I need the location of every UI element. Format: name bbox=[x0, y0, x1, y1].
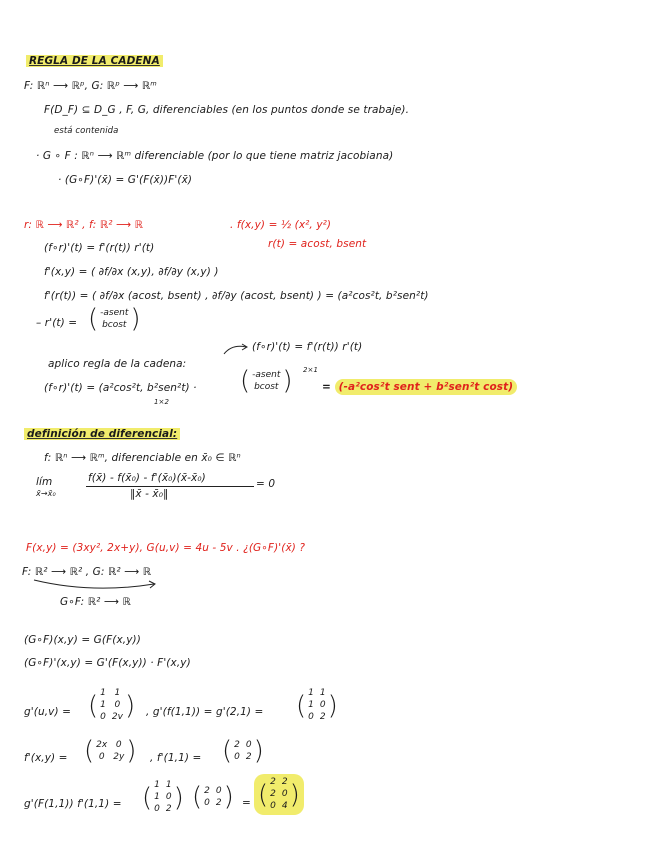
line-product-result: = (-a²cos²t sent + b²sen²t cost) bbox=[322, 381, 517, 393]
limit-numerator: f(x̄) - f(x̄₀) - f'(x̄₀)(x̄-x̄₀) bbox=[88, 472, 206, 484]
limit-equals-zero: = 0 bbox=[256, 478, 276, 490]
line-f-definition: . f(x,y) = ½ (x², y²) bbox=[230, 219, 332, 231]
limit-subscript: x̄→x̄₀ bbox=[36, 489, 56, 498]
limit-symbol: lím bbox=[36, 476, 53, 488]
line-f-at-r: f'(r(t)) = ( ∂f/∂x (acost, bsent) , ∂f/∂y (acost, bsent) ) = (a²cos²t, b²sen²t) bbox=[44, 290, 429, 302]
matrix-r-prime-column: ( -asent bcost ) bbox=[240, 366, 293, 396]
dim-1x2: 1×2 bbox=[154, 398, 170, 406]
line-example-statement: F(x,y) = (3xy², 2x+y), G(u,v) = 4u - 5v . ¿(G∘F)'(x̄) ? bbox=[26, 542, 306, 554]
line-chain-formula: · (G∘F)'(x̄) = G'(F(x̄))F'(x̄) bbox=[58, 174, 193, 186]
fraction-line bbox=[86, 486, 254, 487]
dim-2x1: 2×1 bbox=[303, 366, 319, 374]
line-r-prime-label: – r'(t) = bbox=[36, 317, 78, 329]
section-title-cadena: REGLA DE LA CADENA bbox=[26, 55, 163, 67]
matrix-final-f: ( 2 0 0 2 ) bbox=[192, 782, 234, 812]
line-product-expression: (f∘r)'(t) = (a²cos²t, b²sen²t) · bbox=[44, 382, 197, 394]
matrix-final-g: ( 1 1 1 0 0 2 ) bbox=[142, 780, 184, 814]
line-contained-note: está contenida bbox=[54, 126, 119, 136]
line-r-f-maps: r: ℝ ⟶ ℝ² , f: ℝ² ⟶ ℝ bbox=[24, 219, 144, 231]
line-domain-condition: F(D_F) ⊆ D_G , F, G, diferenciables (en los puntos donde se trabaje). bbox=[44, 104, 410, 116]
line-f-prime-label: f'(x,y) = bbox=[24, 752, 68, 764]
matrix-f-prime-at-point: ( 2 0 0 2 ) bbox=[222, 736, 264, 766]
matrix-g-prime-at-point: ( 1 1 1 0 0 2 ) bbox=[296, 688, 338, 722]
line-diff-definition: f: ℝⁿ ⟶ ℝᵐ, diferenciable en x̄₀ ∈ ℝⁿ bbox=[44, 452, 241, 464]
line-composite-diff: · G ∘ F : ℝⁿ ⟶ ℝᵐ diferenciable (por lo que tiene matriz jacobiana) bbox=[36, 150, 394, 162]
line-composite-derivative: (G∘F)'(x,y) = G'(F(x,y)) · F'(x,y) bbox=[24, 657, 191, 669]
line-F-G-maps: F: ℝ² ⟶ ℝ² , G: ℝ² ⟶ ℝ bbox=[22, 566, 152, 578]
line-f-gradient: f'(x,y) = ( ∂f/∂x (x,y), ∂f/∂y (x,y) ) bbox=[44, 266, 219, 278]
line-g-prime-label: g'(u,v) = bbox=[24, 706, 71, 718]
line-f-prime-at-point: , f'(1,1) = bbox=[150, 752, 202, 764]
line-apply-chain: aplico regla de la cadena: bbox=[48, 358, 187, 370]
matrix-f-prime: ( 2x 0 0 2y ) bbox=[84, 736, 137, 766]
line-r-definition: r(t) = acost, bsent bbox=[268, 238, 367, 250]
line-for-derivative: (f∘r)'(t) = f'(r(t)) r'(t) bbox=[44, 242, 155, 254]
matrix-r-prime: ( -asent bcost ) bbox=[88, 304, 141, 334]
line-f-g-maps: F: ℝⁿ ⟶ ℝᵖ, G: ℝᵖ ⟶ ℝᵐ bbox=[24, 80, 157, 92]
matrix-g-prime: ( 1 1 1 0 0 2v ) bbox=[88, 688, 136, 722]
limit-denominator: ‖x̄ - x̄₀‖ bbox=[130, 488, 169, 500]
curved-arrow-icon bbox=[222, 344, 252, 356]
section-title-definition: definición de diferencial: bbox=[24, 428, 180, 440]
composition-arrow-icon bbox=[32, 578, 162, 594]
line-composite-map: G∘F: ℝ² ⟶ ℝ bbox=[60, 596, 131, 608]
line-chain-result-formula: (f∘r)'(t) = f'(r(t)) r'(t) bbox=[252, 341, 363, 353]
line-final-product-label: g'(F(1,1)) f'(1,1) = bbox=[24, 798, 122, 810]
line-composite-eval: (G∘F)(x,y) = G(F(x,y)) bbox=[24, 634, 141, 646]
equals-sign: = bbox=[242, 797, 251, 809]
line-g-prime-at-point: , g'(f(1,1)) = g'(2,1) = bbox=[146, 706, 264, 718]
matrix-final-result: ( 2 2 2 0 0 4 ) bbox=[254, 774, 304, 815]
